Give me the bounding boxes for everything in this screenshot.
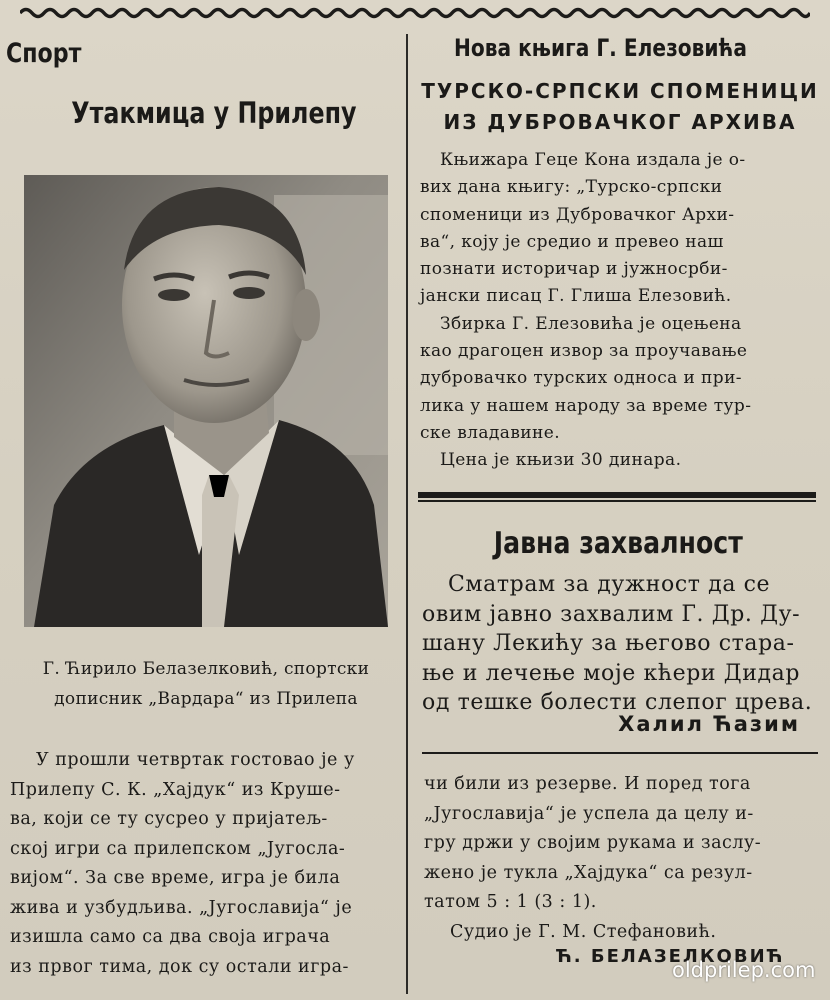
text-line: Судио је Г. М. Стефановић. [450,921,717,942]
caption-line: Г. Ћирило Белазелковић, спортски [42,659,370,679]
text-line: Збирка Г. Елезовића је оцењена [440,313,742,334]
text-line: ској игри са прилепском „Југосла- [10,838,346,859]
text-line: познати историчар и јужносрби- [420,259,728,280]
text-line: Сматрам за дужност да се [448,572,771,597]
title-line: ТУРСКО-СРПСКИ СПОМЕНИЦИ [421,79,819,103]
thanks-body [422,570,820,718]
text-line: споменици из Дубровачког Архи- [420,204,735,225]
text-line: ске владавине. [420,422,561,443]
top-border-rule [20,6,810,20]
thanks-signature: Халил Ћазим [618,712,800,736]
text-line: као драгоцен извор за проучавање [420,341,748,362]
text-line: из првог тима, док су остали игра- [10,956,349,977]
article-headline [40,96,370,130]
thanks-title [418,526,818,561]
book-article-body [420,147,816,475]
text-line: Цена је књизи 30 динара. [440,450,682,471]
text-line: јански писац Г. Глиша Елезовић. [420,286,732,307]
title-line: ИЗ ДУБРОВАЧКОГ АРХИВА [443,110,797,134]
portrait-illustration [24,175,388,627]
text-line: Књижара Геце Кона издала је о- [440,150,746,170]
column-divider [406,34,408,994]
book-article-header: Нова књига Г. Елезовића [454,34,747,62]
text-line: лика у нашем народу за време тур- [420,395,752,416]
article-headline-text: Утакмица у Прилепу [71,96,357,130]
text-line: чи били из резерве. И поред тога [424,774,751,794]
text-line: ње и лечење моје кћери Дидар [422,660,801,686]
book-article-title [420,76,820,138]
section-divider [418,492,816,498]
text-line: вих дана књигу: „Турско-српски [420,177,723,198]
watermark: oldprilep.com [672,958,816,982]
section-divider-thin [418,500,816,502]
text-line: вијом“. За све време, игра је била [10,868,341,888]
text-line: изишла само са два своја играча [10,927,331,947]
text-line: шану Лекићу за његово стара- [422,631,795,656]
text-line: татом 5 : 1 (3 : 1). [424,892,597,912]
section-divider-mid [422,752,818,754]
text-line: У прошли четвртак гостовао је у [36,750,355,770]
text-line: Прилепу С. К. „Хајдук“ из Круше- [10,779,341,800]
section-label: Спорт [6,38,82,69]
photo-caption [12,654,400,714]
text-line: од тешке болести слепог црева. [422,690,813,715]
article-continuation [424,770,820,947]
article-author: Ћ. БЕЛАЗЕЛКОВИЋ [556,946,785,967]
text-line: дубровачко турских односа и при- [420,368,742,389]
thanks-title-text: Јавна захвалност [493,526,743,561]
caption-line: дописник „Вардара“ из Прилепа [54,689,358,709]
text-line: овим јавно захвалим Г. Др. Ду- [422,601,801,627]
portrait-photo [24,175,388,627]
text-line: гру држи у својим рукама и заслу- [424,833,762,853]
text-line: ва, који се ту сусрео у пријатељ- [10,809,328,829]
text-line: ва“, коју је средио и превео наш [420,231,724,252]
text-line: жива и узбудљива. „Југославија“ је [10,897,353,918]
text-line: жено је тукла „Хајдука“ са резул- [424,862,753,883]
text-line: „Југославија“ је успела да целу и- [424,803,754,824]
article-body [10,746,402,982]
